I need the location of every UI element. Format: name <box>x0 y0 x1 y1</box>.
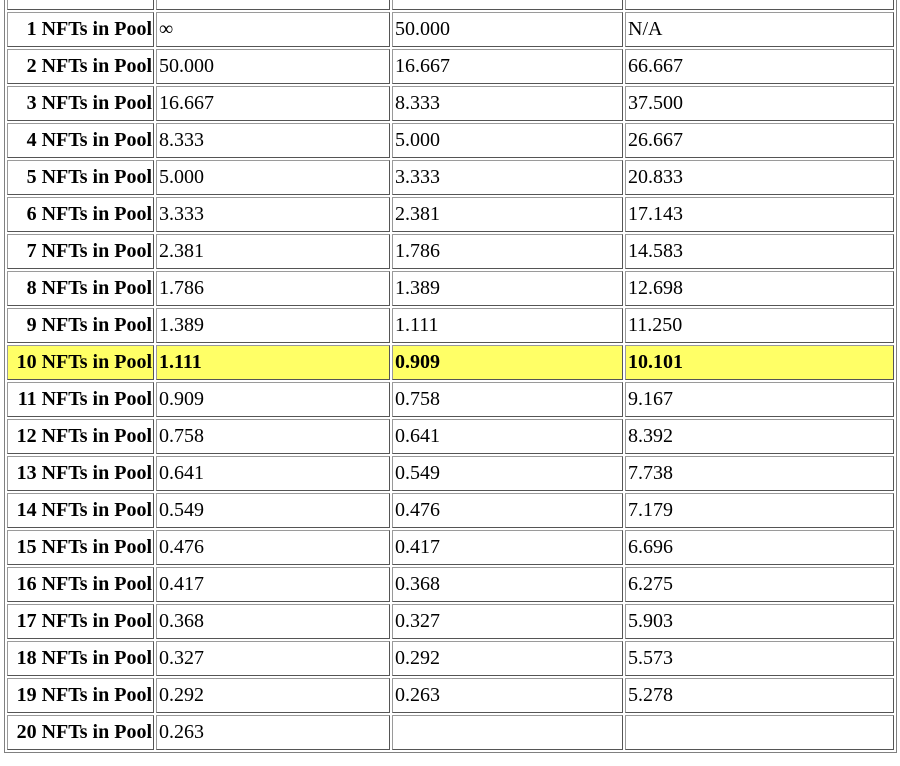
value-cell-c: 14.583 <box>625 234 894 269</box>
value-cell-b: 0.909 <box>392 345 623 380</box>
row-label-cell: 19 NFTs in Pool <box>7 678 154 713</box>
value-cell-a: 0.476 <box>156 530 390 565</box>
value-cell-c: 5.903 <box>625 604 894 639</box>
row-label-cell: 15 NFTs in Pool <box>7 530 154 565</box>
row-label-cell: 7 NFTs in Pool <box>7 234 154 269</box>
value-cell-a: 2.381 <box>156 234 390 269</box>
value-cell-a: 3.333 <box>156 197 390 232</box>
table-row <box>7 345 894 380</box>
table-header-row <box>7 0 894 10</box>
value-cell-c <box>625 715 894 750</box>
table-row <box>7 604 894 639</box>
value-cell-a: 0.758 <box>156 419 390 454</box>
table-row <box>7 493 894 528</box>
row-label-cell: 9 NFTs in Pool <box>7 308 154 343</box>
value-cell-a: 0.909 <box>156 382 390 417</box>
value-cell-c: 5.278 <box>625 678 894 713</box>
row-label-cell: 8 NFTs in Pool <box>7 271 154 306</box>
value-cell-a: 8.333 <box>156 123 390 158</box>
value-cell-a: ∞ <box>156 12 390 47</box>
value-cell-c: N/A <box>625 12 894 47</box>
value-cell-b: 8.333 <box>392 86 623 121</box>
value-cell-a: 1.389 <box>156 308 390 343</box>
table-row <box>7 234 894 269</box>
value-cell-c: 7.738 <box>625 456 894 491</box>
value-cell-c: 7.179 <box>625 493 894 528</box>
table-row <box>7 456 894 491</box>
row-label-cell: 5 NFTs in Pool <box>7 160 154 195</box>
value-cell-c: 11.250 <box>625 308 894 343</box>
value-cell-b: 5.000 <box>392 123 623 158</box>
value-cell-b: 0.263 <box>392 678 623 713</box>
row-label-cell: 6 NFTs in Pool <box>7 197 154 232</box>
value-cell-c: 17.143 <box>625 197 894 232</box>
header-cell-label <box>7 0 154 10</box>
value-cell-a: 0.417 <box>156 567 390 602</box>
value-cell-c: 9.167 <box>625 382 894 417</box>
row-label-cell: 4 NFTs in Pool <box>7 123 154 158</box>
row-label-cell: 10 NFTs in Pool <box>7 345 154 380</box>
row-label-cell: 13 NFTs in Pool <box>7 456 154 491</box>
table-row <box>7 12 894 47</box>
value-cell-a: 0.327 <box>156 641 390 676</box>
value-cell-b: 3.333 <box>392 160 623 195</box>
row-label-cell: 17 NFTs in Pool <box>7 604 154 639</box>
table-row <box>7 308 894 343</box>
row-label-cell: 18 NFTs in Pool <box>7 641 154 676</box>
value-cell-a: 0.292 <box>156 678 390 713</box>
table-row <box>7 123 894 158</box>
value-cell-b: 16.667 <box>392 49 623 84</box>
value-cell-b: 0.417 <box>392 530 623 565</box>
value-cell-c: 20.833 <box>625 160 894 195</box>
value-cell-a: 5.000 <box>156 160 390 195</box>
table-row <box>7 382 894 417</box>
value-cell-a: 50.000 <box>156 49 390 84</box>
value-cell-b: 1.786 <box>392 234 623 269</box>
row-label-cell: 11 NFTs in Pool <box>7 382 154 417</box>
table-row <box>7 419 894 454</box>
row-label-cell: 2 NFTs in Pool <box>7 49 154 84</box>
header-cell-a <box>156 0 390 10</box>
value-cell-c: 26.667 <box>625 123 894 158</box>
value-cell-c: 12.698 <box>625 271 894 306</box>
value-cell-a: 0.263 <box>156 715 390 750</box>
table-row <box>7 86 894 121</box>
value-cell-c: 10.101 <box>625 345 894 380</box>
value-cell-b: 0.327 <box>392 604 623 639</box>
value-cell-b: 0.368 <box>392 567 623 602</box>
table-row <box>7 678 894 713</box>
table-row <box>7 530 894 565</box>
table-row <box>7 567 894 602</box>
header-cell-c <box>625 0 894 10</box>
row-label-cell: 1 NFTs in Pool <box>7 12 154 47</box>
table-row <box>7 49 894 84</box>
row-label-cell: 3 NFTs in Pool <box>7 86 154 121</box>
header-cell-b <box>392 0 623 10</box>
value-cell-b: 0.641 <box>392 419 623 454</box>
value-cell-b: 1.389 <box>392 271 623 306</box>
table-row <box>7 271 894 306</box>
row-label-cell: 16 NFTs in Pool <box>7 567 154 602</box>
table-body <box>7 0 894 750</box>
value-cell-a: 1.786 <box>156 271 390 306</box>
value-cell-a: 0.641 <box>156 456 390 491</box>
value-cell-a: 1.111 <box>156 345 390 380</box>
nft-pool-table <box>4 0 897 753</box>
value-cell-c: 5.573 <box>625 641 894 676</box>
value-cell-a: 0.549 <box>156 493 390 528</box>
value-cell-c: 8.392 <box>625 419 894 454</box>
value-cell-c: 66.667 <box>625 49 894 84</box>
value-cell-a: 16.667 <box>156 86 390 121</box>
row-label-cell: 14 NFTs in Pool <box>7 493 154 528</box>
value-cell-c: 37.500 <box>625 86 894 121</box>
value-cell-b <box>392 715 623 750</box>
value-cell-b: 0.476 <box>392 493 623 528</box>
value-cell-b: 0.292 <box>392 641 623 676</box>
value-cell-b: 0.549 <box>392 456 623 491</box>
value-cell-b: 50.000 <box>392 12 623 47</box>
value-cell-c: 6.275 <box>625 567 894 602</box>
table-row <box>7 160 894 195</box>
table-row <box>7 197 894 232</box>
row-label-cell: 20 NFTs in Pool <box>7 715 154 750</box>
value-cell-b: 1.111 <box>392 308 623 343</box>
value-cell-a: 0.368 <box>156 604 390 639</box>
value-cell-b: 2.381 <box>392 197 623 232</box>
value-cell-c: 6.696 <box>625 530 894 565</box>
table-row <box>7 715 894 750</box>
row-label-cell: 12 NFTs in Pool <box>7 419 154 454</box>
table-row <box>7 641 894 676</box>
value-cell-b: 0.758 <box>392 382 623 417</box>
